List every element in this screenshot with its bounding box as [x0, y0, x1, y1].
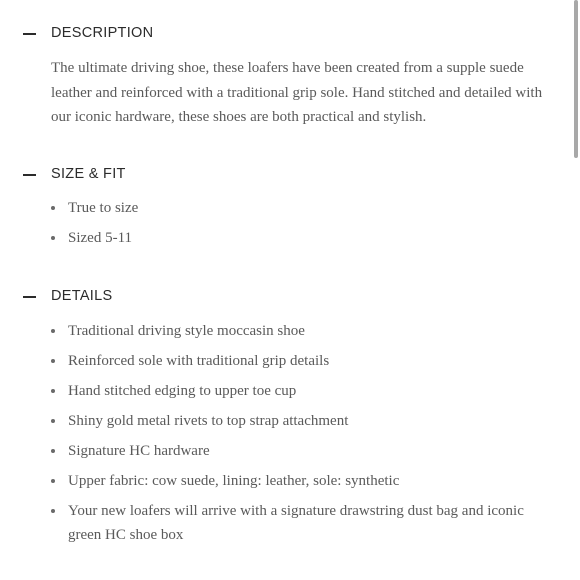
bullet-dot-icon	[51, 236, 55, 240]
section-size-fit	[0, 163, 570, 246]
list-item	[0, 349, 548, 373]
description-header[interactable]	[0, 22, 570, 44]
bullet-dot-icon	[51, 206, 55, 210]
description-text: The ultimate driving shoe, these loafers have been created from a supple suede leather and reinforced with a traditional grip sole. Hand stitched and detailed with our iconic hardware, these shoes are both practical and stylish.	[51, 60, 543, 125]
section-details	[0, 285, 570, 543]
size-fit-header[interactable]	[0, 163, 570, 185]
list-item-text: Reinforced sole with traditional grip details	[68, 353, 330, 369]
list-item-text: Traditional driving style moccasin shoe	[68, 323, 305, 339]
size-fit-title: SIZE & FIT	[51, 166, 126, 182]
bullet-dot-icon	[51, 449, 55, 453]
bullet-dot-icon	[51, 509, 55, 513]
minus-icon[interactable]	[23, 33, 36, 35]
list-item	[0, 409, 548, 433]
bullet-dot-icon	[51, 419, 55, 423]
section-description	[0, 22, 570, 125]
list-item	[0, 469, 548, 493]
bullet-dot-icon	[51, 479, 55, 483]
list-item	[0, 499, 548, 547]
list-item-text: Upper fabric: cow suede, lining: leather, sole: synthetic	[68, 473, 400, 489]
details-header[interactable]	[0, 285, 570, 307]
list-item-text: Hand stitched edging to upper toe cup	[68, 383, 297, 399]
minus-icon[interactable]	[23, 296, 36, 298]
details-list	[0, 319, 570, 553]
list-item-text: Sized 5-11	[68, 230, 133, 246]
list-item-text: Shiny gold metal rivets to top strap attachment	[68, 413, 349, 429]
details-title: DETAILS	[51, 288, 113, 304]
scrollbar-thumb[interactable]	[574, 0, 578, 158]
bullet-dot-icon	[51, 389, 55, 393]
list-item	[0, 439, 548, 463]
list-item	[0, 226, 548, 250]
list-item	[0, 319, 548, 343]
bullet-dot-icon	[51, 359, 55, 363]
list-item-text: Your new loafers will arrive with a signature drawstring dust bag and iconic green HC shoe box	[68, 503, 524, 543]
list-item	[0, 379, 548, 403]
description-title: DESCRIPTION	[51, 25, 154, 41]
bullet-dot-icon	[51, 329, 55, 333]
minus-icon[interactable]	[23, 174, 36, 176]
list-item	[0, 196, 548, 220]
list-item-text: Signature HC hardware	[68, 443, 210, 459]
size-fit-list	[0, 196, 570, 256]
list-item-text: True to size	[68, 200, 139, 216]
